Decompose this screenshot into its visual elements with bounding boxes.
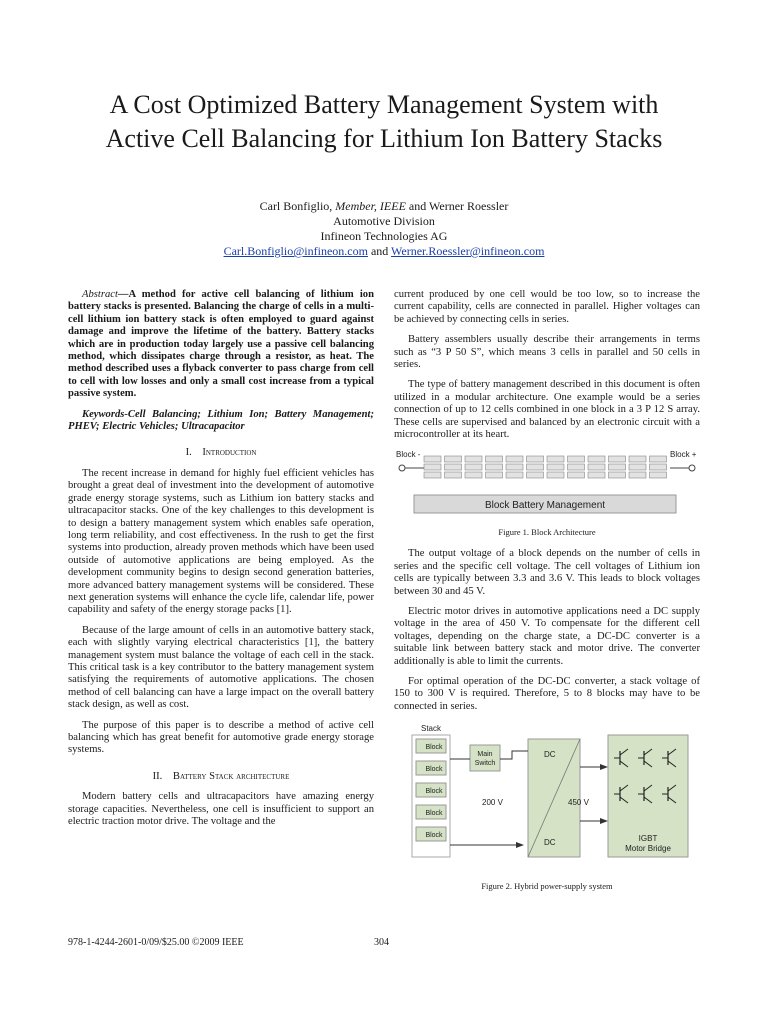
battery-cell — [588, 456, 605, 462]
arrow-icon — [516, 842, 524, 848]
stack-block-label: Block — [425, 810, 443, 818]
stack-block-label: Block — [425, 766, 443, 774]
battery-cell — [424, 472, 441, 478]
battery-cell — [424, 456, 441, 462]
battery-cell — [445, 464, 462, 470]
battery-cell — [609, 472, 626, 478]
main-switch-box — [470, 745, 500, 771]
section-heading-battery-stack: II. Battery Stack architecture — [152, 770, 290, 782]
voltage-200-label: 200 V — [482, 798, 503, 808]
battery-cell — [424, 464, 441, 470]
terminal-plus-icon — [689, 465, 695, 471]
hybrid-power-supply-diagram — [394, 721, 700, 871]
cell-array — [424, 456, 667, 478]
author-names: Carl Bonfiglio, Member, IEEE and Werner Roessler — [259, 199, 509, 213]
keywords: Keywords-Cell Balancing; Lithium Ion; Battery Management; PHEV; Electric Vehicles; Ultracapacitor — [68, 408, 374, 433]
intro-paragraph: Because of the large amount of cells in an automotive battery stack, each with slightly varying electrical characteristics [1], the battery management system must balance the voltage of each cell in the stack. This critical task is a key contributor to the battery management system satisfying the requirements of automotive applications. The chosen method of cell balancing can have a large impact on the overall battery stack design, as well as cost. — [68, 624, 374, 711]
stack-block-label: Block — [425, 832, 443, 840]
battery-cell — [506, 456, 523, 462]
battery-cell — [486, 472, 503, 478]
figure-2-caption: Figure 2. Hybrid power-supply system — [481, 880, 613, 891]
voltage-450-label: 450 V — [568, 798, 589, 808]
body-paragraph: The type of battery management described in this document is often utilized in a modular architecture. One example would be a series connection of up to 12 cells combined in one block in a 3 P 12 S array. These cells are supervised and balanced by an electronic circuit with a microcontroller at its heart. — [394, 379, 700, 441]
abstract: Abstract—A method for active cell balancing of lithium ion battery stacks is presented. Balancing the charge of cells in a multi-cell lithium ion battery stack is often employed to guard against damage and improve the lifetime of the battery. Battery stacks which are in production today largely use a passive cell balancing method, which dissipates charge through a resistor, as heat. The method described uses a flyback converter to pass charge from cell to cell with low losses and only a small cost increase from a typical passive system. — [68, 289, 374, 400]
stack-block-label: Block — [425, 744, 443, 752]
page-number: 304 — [374, 937, 389, 948]
battery-cell — [568, 456, 585, 462]
arrow-icon — [600, 764, 608, 770]
email-link-1[interactable]: Carl.Bonfiglio@infineon.com — [223, 244, 368, 258]
battery-cell — [486, 464, 503, 470]
battery-cell — [609, 464, 626, 470]
battery-cell — [588, 472, 605, 478]
dc-bottom-label: DC — [544, 838, 556, 848]
figure-1-caption: Figure 1. Block Architecture — [498, 526, 596, 537]
body-paragraph: For optimal operation of the DC-DC converter, a stack voltage of 150 to 300 V is required. Therefore, 5 to 8 blocks may have to be connected in series. — [394, 675, 700, 712]
main-switch-label-1: Main — [477, 751, 493, 759]
battery-cell — [486, 456, 503, 462]
terminal-minus-icon — [399, 465, 405, 471]
battery-cell — [547, 472, 564, 478]
continued-paragraph: current produced by one cell would be too low, so to increase the current capability, cells are connected in parallel. Higher voltages can be achieved by connecting cells in series. — [394, 289, 700, 325]
title-line-2: Active Cell Balancing for Lithium Ion Battery Stacks — [105, 124, 663, 153]
block-minus-label: Block - — [396, 450, 421, 460]
battery-cell — [445, 456, 462, 462]
block-plus-label: Block + — [670, 450, 697, 460]
battery-cell — [445, 472, 462, 478]
battery-cell — [465, 456, 482, 462]
battery-cell — [506, 472, 523, 478]
section2-paragraph: Modern battery cells and ultracapacitors have amazing energy storage capacities. Nevertheless, one cell is insufficient to support an electric traction motor drive. The voltage and the — [68, 791, 374, 828]
figure-1-block-architecture — [394, 449, 700, 538]
battery-cell — [506, 464, 523, 470]
battery-cell — [629, 456, 646, 462]
battery-cell — [527, 464, 544, 470]
battery-cell — [629, 472, 646, 478]
motor-bridge-label: Motor Bridge — [625, 844, 671, 854]
left-column — [68, 289, 374, 836]
author-block — [140, 199, 628, 259]
battery-cell — [527, 456, 544, 462]
block-architecture-diagram — [394, 449, 700, 517]
battery-cell — [465, 464, 482, 470]
battery-cell — [568, 472, 585, 478]
dc-top-label: DC — [544, 750, 556, 760]
battery-cell — [650, 472, 667, 478]
battery-cell — [650, 456, 667, 462]
stack-block-label: Block — [425, 788, 443, 796]
author-emails: Carl.Bonfiglio@infineon.com and Werner.Roessler@infineon.com — [223, 244, 545, 258]
body-paragraph: Electric motor drives in automotive applications need a DC supply voltage in the area of 450 V. To compensate for the different cell voltages, depending on the charge state, a DC-DC converter is a suitable link between battery stack and motor drive. The converter additionally is able to limit the currents. — [394, 605, 700, 667]
battery-cell — [547, 464, 564, 470]
figure-2-hybrid-power-supply — [394, 721, 700, 892]
email-link-2[interactable]: Werner.Roessler@infineon.com — [391, 244, 545, 258]
footer-isbn: 978-1-4244-2601-0/09/$25.00 ©2009 IEEE — [68, 937, 244, 948]
igbt-label: IGBT — [638, 834, 658, 844]
paper-title — [40, 88, 728, 156]
section-heading-introduction: I. Introduction — [185, 447, 257, 459]
battery-cell — [527, 472, 544, 478]
battery-cell — [547, 456, 564, 462]
right-column — [394, 289, 700, 902]
title-line-1: A Cost Optimized Battery Management System with — [109, 90, 659, 119]
body-paragraph: Battery assemblers usually describe their arrangements in terms such as “3 P 50 S”, which means 3 cells in parallel and 50 cells in series. — [394, 334, 700, 371]
arrow-icon — [600, 818, 608, 824]
main-switch-label-2: Switch — [474, 760, 496, 768]
author-division: Automotive Division — [333, 214, 435, 228]
battery-cell — [588, 464, 605, 470]
intro-paragraph: The recent increase in demand for highly fuel efficient vehicles has brought a great deal of investment into the development of automotive grade energy storage systems, such as Lithium ion battery stacks and ultracapacitor stacks. One of the key challenges to this development is to design a battery management system which enables safe operation, long term reliability, and cost effectiveness. In the rush to get the first systems into production, already proven methods which have been used outside of automotive applications are being employed. As the development community begins to design second generation batteries, more advanced battery management systems will be considered. These next generation systems will enhance the cycle life, calendar life, power capability and safety of the energy storage packs [1]. — [68, 467, 374, 616]
bbm-label: Block Battery Management — [484, 500, 606, 512]
intro-paragraph: The purpose of this paper is to describe a method of active cell balancing which has great benefit for automotive grade energy storage systems. — [68, 719, 374, 756]
battery-cell — [465, 472, 482, 478]
battery-cell — [650, 464, 667, 470]
body-paragraph: The output voltage of a block depends on the number of cells in series and the specific cell voltage. The cell voltages of Lithium ion cells are typically between 3.3 and 3.6 V. This leads to block voltages between 30 and 45 V. — [394, 548, 700, 597]
author-company: Infineon Technologies AG — [320, 229, 448, 243]
battery-cell — [609, 456, 626, 462]
battery-cell — [568, 464, 585, 470]
stack-label: Stack — [420, 724, 442, 734]
battery-cell — [629, 464, 646, 470]
